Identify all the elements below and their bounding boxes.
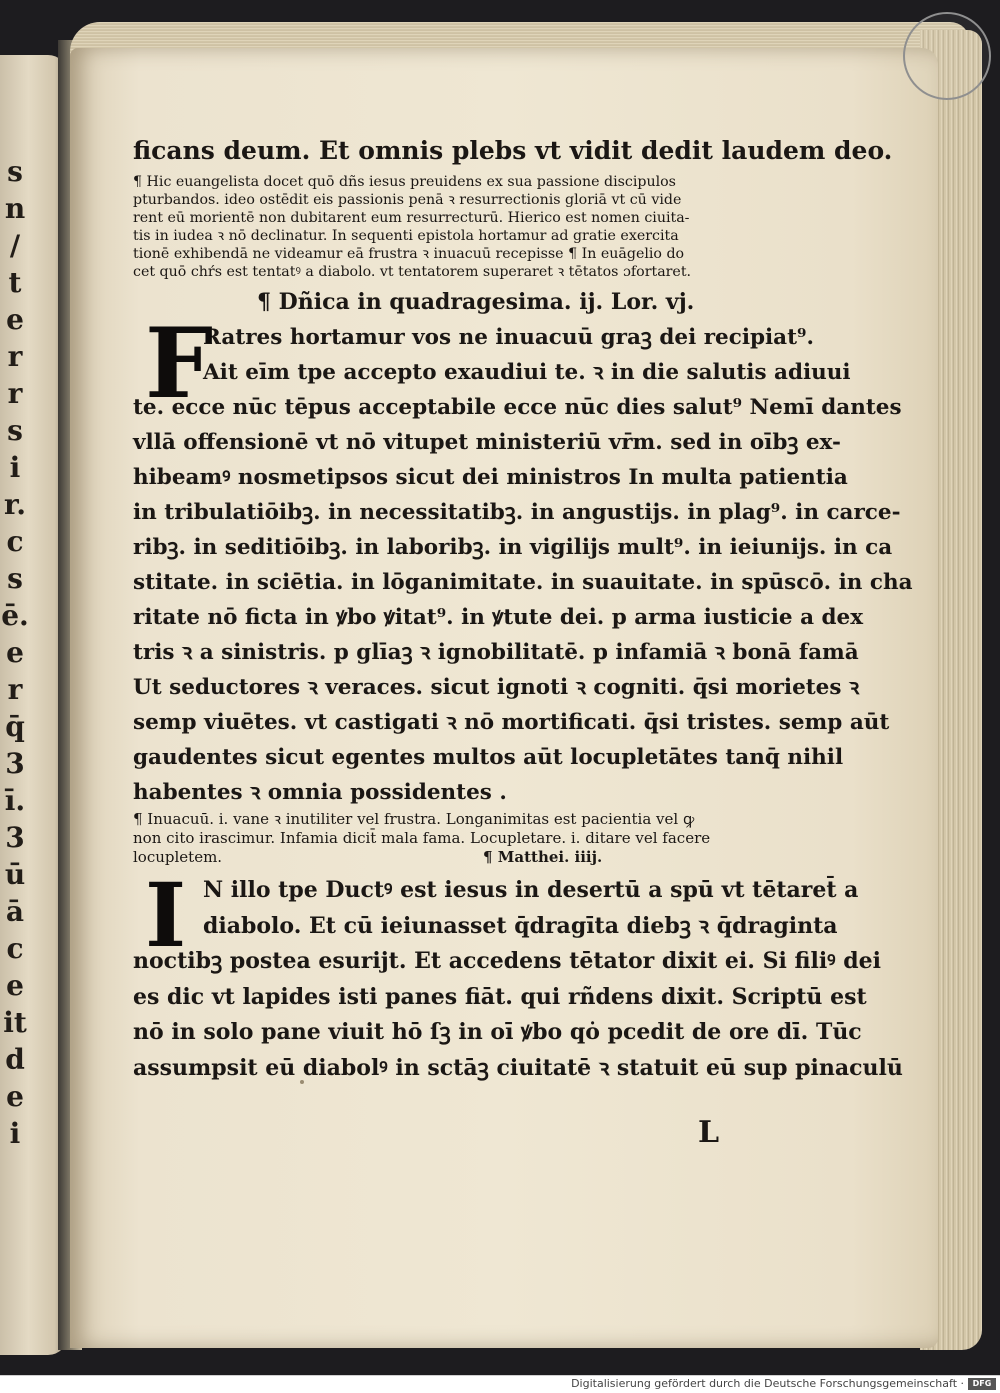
left-margin-glyph: / bbox=[9, 229, 21, 262]
commentary-line bbox=[133, 848, 788, 867]
text-line: gaudentes sicut egentes multos aūt locupletātes tanq̄ nihil bbox=[133, 745, 844, 770]
left-margin-glyph: ā bbox=[5, 895, 25, 928]
text-line: ribꝫ. in seditiōibꝫ. in laboribꝫ. in vigilijs mult⁹. in ieiunijs. in ca bbox=[133, 535, 893, 560]
text-line: nō in solo pane viuit hō ſꝫ in oī ꝟbo qȯ pcedit de ore dī. Tūc bbox=[133, 1019, 862, 1045]
footer-bar bbox=[0, 1375, 1000, 1393]
left-margin-glyph: 3 bbox=[5, 821, 25, 854]
text-line: vllā offensionē vt nō vitupet ministeriū vr̄m. sed in oībꝫ ex- bbox=[133, 430, 841, 455]
text-line: semp viuētes. vt castigati ꝛ nō mortificati. q̄si tristes. semp aūt bbox=[133, 710, 890, 735]
commentary-line: ¶ Inuacuū. i. vane ꝛ inutiliter vel frustra. Longanimitas est pacientia vel ꝙ bbox=[133, 810, 695, 828]
left-margin-glyph: s bbox=[7, 562, 23, 595]
commentary-line: cet quō chŕs est tentatꝰ a diabolo. vt tentatorem superaret ꝛ tētatos ɔfortaret. bbox=[133, 264, 692, 280]
left-margin-glyph: ē. bbox=[1, 599, 29, 632]
commentary-line: tionē exhibendā ne videamur eā frustra ꝛ inuacuū recepisse ¶ In euāgelio do bbox=[133, 246, 685, 262]
commentary-block-1 bbox=[133, 173, 788, 281]
left-margin-glyph: e bbox=[6, 969, 24, 1002]
left-margin-glyph: 3 bbox=[5, 747, 25, 780]
catchword: L bbox=[698, 1115, 720, 1150]
left-margin-glyph: t bbox=[8, 266, 22, 299]
left-margin-glyph: e bbox=[6, 303, 24, 336]
commentary-line-end: locupletem. bbox=[133, 848, 223, 866]
left-margin-glyph: n bbox=[4, 192, 26, 225]
text-line: stitate. in sciētia. in lōganimitate. in suauitate. in spūscō. in cha bbox=[133, 570, 913, 595]
text-line: te. ecce nūc tēpus acceptabile ecce nūc dies salut⁹ Nemī dantes bbox=[133, 395, 902, 420]
left-margin-glyph: r bbox=[7, 673, 23, 706]
section-heading: ¶ Matthei. iiij. bbox=[483, 848, 603, 866]
text-line: in tribulatiōibꝫ. in necessitatibꝫ. in angustijs. in plag⁹. in carce- bbox=[133, 500, 901, 525]
text-line: Ait eīm tpe accepto exaudiui te. ꝛ in die salutis adiuui bbox=[203, 360, 851, 385]
left-margin-glyph: it bbox=[3, 1006, 27, 1039]
text-line: ficans deum. Et omnis plebs vt vidit dedit laudem deo. bbox=[133, 136, 893, 165]
commentary-line: tis in iudea ꝛ nō declinatur. In sequenti epistola hortamur ad gratie exercita bbox=[133, 228, 679, 244]
left-margin-glyph: i bbox=[9, 451, 21, 484]
commentary-line: non cito irascimur. Infamia dicit̄ mala fama. Locupletare. i. ditare vel facere bbox=[133, 829, 711, 847]
text-line: hibeamꝰ nosmetipsos sicut dei ministros In multa patientia bbox=[133, 465, 848, 490]
section-heading: ¶ Dñica in quadragesima. ij. Lor. vj. bbox=[257, 289, 695, 315]
commentary-line: pturbandos. ideo ostēdit eis passionis penā ꝛ resurrectionis gloriā vt cū vide bbox=[133, 192, 682, 208]
epistle-block bbox=[133, 307, 913, 810]
commentary-block-2 bbox=[133, 810, 788, 867]
text-line: es dic vt lapides isti panes fiāt. qui rñdens dixit. Scriptū est bbox=[133, 983, 867, 1010]
gospel-block bbox=[133, 863, 903, 1086]
text-line: N illo tpe Ductꝰ est iesus in desertū a spū vt tētaret̄ a bbox=[203, 877, 859, 903]
left-margin-glyph: r. bbox=[4, 488, 26, 521]
text-line: Ut seductores ꝛ veraces. sicut ignoti ꝛ cogniti. q̄si morietes ꝛ bbox=[133, 675, 860, 700]
left-margin-glyph: e bbox=[6, 636, 24, 669]
text-line: tris ꝛ a sinistris. p glīaꝫ ꝛ ignobilitatē. p infamiā ꝛ bonā famā bbox=[133, 640, 859, 665]
clip-ring-icon bbox=[903, 12, 991, 100]
footer-credit: Digitalisierung gefördert durch die Deutsche Forschungsgemeinschaft · bbox=[571, 1377, 964, 1390]
left-margin-glyph: c bbox=[6, 525, 24, 558]
dfg-logo: DFG bbox=[968, 1378, 996, 1390]
text-line: Ratres hortamur vos ne inuacuū graꝫ dei recipiat⁹. bbox=[203, 325, 814, 350]
text-line: diabolo. Et cū ieiunasset q̄dragīta diebꝫ ꝛ q̄draginta bbox=[203, 912, 838, 939]
drop-cap-initial: F bbox=[145, 307, 214, 420]
commentary-line: ¶ Hic euangelista docet quō dñs iesus preuidens ex sua passione discipulos bbox=[133, 174, 676, 190]
left-margin-glyph: s bbox=[7, 155, 23, 188]
left-margin-glyph: q̄ bbox=[5, 710, 25, 743]
paper-spot bbox=[300, 1080, 304, 1084]
text-line: ritate nō ficta in ꝟbo ꝟitat⁹. in ꝟtute dei. p arma iusticie a dex bbox=[133, 605, 864, 630]
left-margin-glyph: i bbox=[9, 1117, 21, 1150]
text-line: habentes ꝛ omnia possidentes . bbox=[133, 780, 507, 805]
commentary-line: rent eū morientē non dubitarent eum resurrecturū. Hierico est nomen ciuita- bbox=[133, 210, 690, 226]
drop-cap-initial: I bbox=[145, 863, 187, 967]
left-margin-glyph: ī. bbox=[4, 784, 26, 817]
page-text bbox=[133, 133, 913, 1086]
text-line: noctibꝫ postea esurijt. Et accedens tētator dixit ei. Si filiꝰ dei bbox=[133, 948, 881, 974]
left-margin-glyph: s bbox=[7, 414, 23, 447]
left-margin-glyph: c bbox=[6, 932, 24, 965]
left-margin-glyph: r bbox=[7, 377, 23, 410]
left-margin-glyph: ū bbox=[4, 858, 26, 891]
left-margin-glyph: e bbox=[6, 1080, 24, 1113]
left-margin-glyph: r bbox=[7, 340, 23, 373]
left-margin-glyph: d bbox=[5, 1043, 25, 1076]
text-line: assumpsit eū diabolꝰ in sctāꝫ ciuitatē ꝛ statuit eū sup pinaculū bbox=[133, 1054, 903, 1081]
